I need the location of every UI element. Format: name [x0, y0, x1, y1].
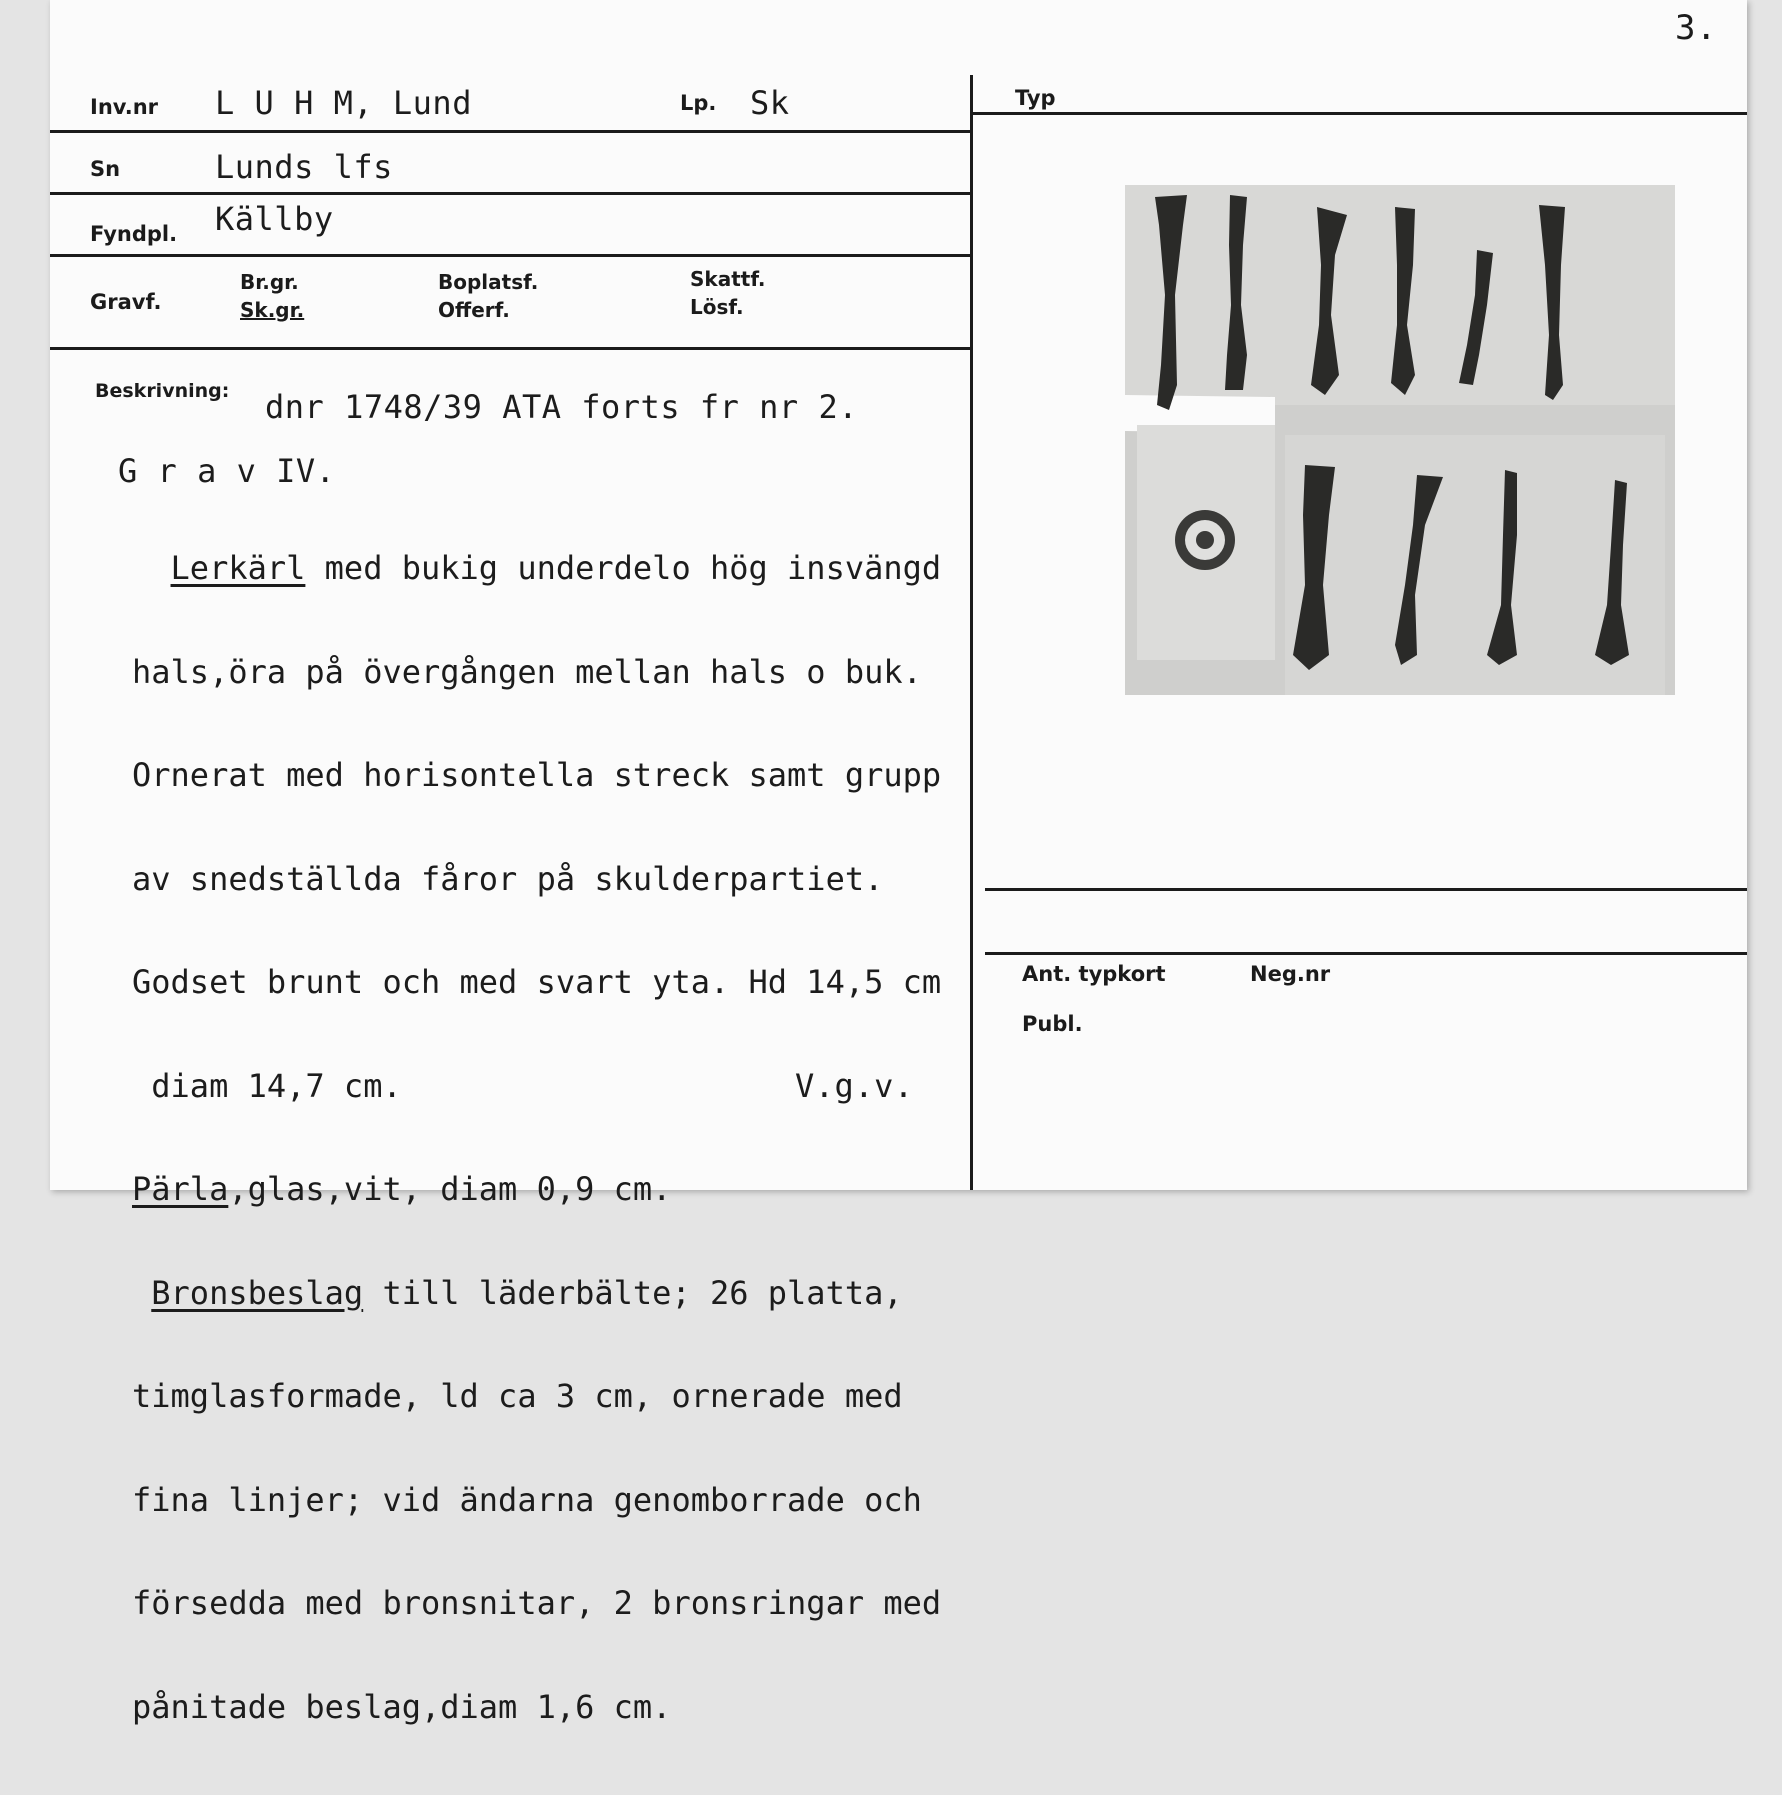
lp-value: Sk: [750, 84, 790, 122]
column-divider: [970, 75, 973, 1190]
sn-label: Sn: [90, 157, 121, 181]
description-line: timglasformade, ld ca 3 cm, ornerade med: [132, 1377, 903, 1415]
catalog-card: [50, 0, 1747, 1726]
description-line: fina linjer; vid ändarna genomborrade och: [132, 1480, 922, 1519]
typ-label: Typ: [1015, 86, 1056, 110]
gravf-label: Gravf.: [90, 290, 162, 314]
typ-divider: [972, 112, 1747, 115]
description-line: Bronsbeslag till läderbälte; 26 platta,: [151, 1273, 903, 1312]
description-line: pånitade beslag,diam 1,6 cm.: [132, 1687, 672, 1726]
description-line: försedda med bronsnitar, 2 bronsringar med: [132, 1584, 942, 1622]
beskrivning-first-line: dnr 1748/39 ATA forts fr nr 2.: [265, 388, 858, 426]
inv-nr-value: L U H M, Lund: [215, 84, 472, 122]
vgv-note: V.g.v.: [795, 1067, 914, 1105]
neg-nr-label: Neg.nr: [1250, 962, 1331, 986]
boplatsf-label: Boplatsf.: [438, 270, 539, 294]
brgr-label: Br.gr.: [240, 270, 299, 294]
row-divider-sn: [50, 192, 970, 195]
losf-label: Lösf.: [690, 295, 744, 319]
card-number: 3.: [1675, 8, 1717, 48]
beskrivning-label: Beskrivning:: [95, 380, 230, 402]
lp-label: Lp.: [680, 91, 717, 115]
artifact-photo: [1125, 185, 1675, 695]
description-body: [132, 482, 941, 1793]
skgr-label: Sk.gr.: [240, 298, 305, 322]
ant-typkort-label: Ant. typkort: [1022, 962, 1166, 986]
sn-value: Lunds lfs: [215, 148, 393, 186]
row-divider-inv: [50, 130, 970, 133]
footer-divider-top: [985, 888, 1747, 891]
description-line: Lerkärl med bukig underdelo hög insvängd: [170, 549, 942, 587]
description-line: Pärla,glas,vit, diam 0,9 cm.: [132, 1170, 672, 1208]
description-line: Godset brunt och med svart yta. Hd 14,5 cm: [132, 963, 942, 1001]
row-divider-gravf: [50, 347, 970, 350]
inv-nr-label: Inv.nr: [90, 95, 159, 119]
grave-heading: G r a v IV.: [118, 452, 336, 490]
description-line: av snedställda fåror på skulderpartiet.: [132, 859, 884, 898]
description-line: Ornerat med horisontella streck samt grupp: [132, 756, 942, 794]
description-line: diam 14,7 cm.: [151, 1066, 402, 1105]
row-divider-fyndpl: [50, 254, 970, 257]
fyndpl-label: Fyndpl.: [90, 222, 178, 246]
publ-label: Publ.: [1022, 1012, 1083, 1036]
offerf-label: Offerf.: [438, 298, 510, 322]
skattf-label: Skattf.: [690, 267, 766, 291]
description-line: hals,öra på övergången mellan hals o buk.: [132, 652, 922, 691]
fyndpl-value: Källby: [215, 200, 334, 238]
footer-divider-mid: [985, 952, 1747, 955]
